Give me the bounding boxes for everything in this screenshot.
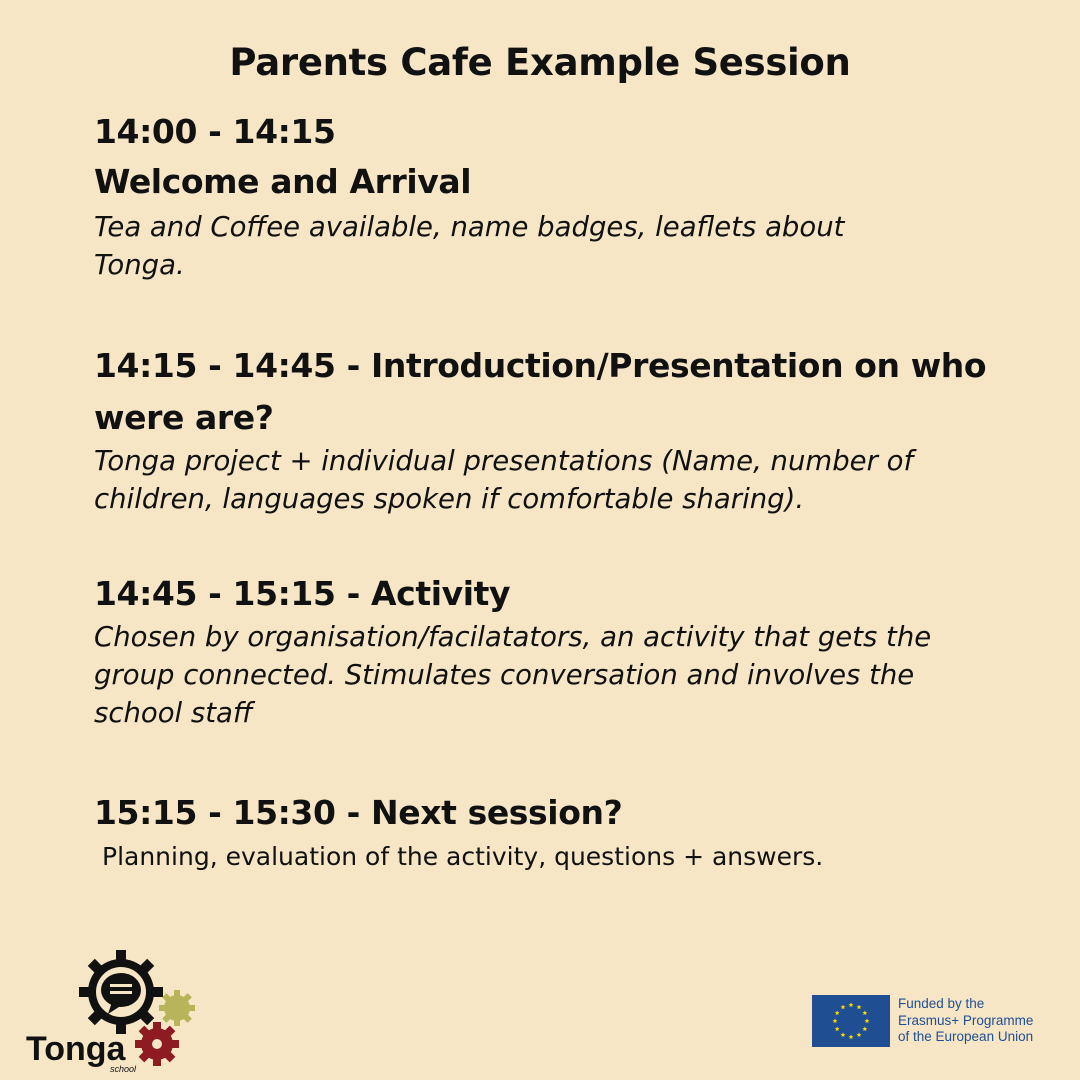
session-2-heading: 14:15 - 14:45 - Introduction/Presentation on who were are? <box>94 346 987 437</box>
session-3-heading: 14:45 - 15:15 - Activity <box>94 574 511 613</box>
session-4-description: Planning, evaluation of the activity, questions + answers. <box>102 842 824 871</box>
funding-line-2: Erasmus+ Programme <box>898 1012 1034 1028</box>
page-title: Parents Cafe Example Session <box>229 41 851 84</box>
logo-subtitle: school <box>110 1064 137 1074</box>
session-1-description: Tea and Coffee available, name badges, leaflets about Tonga. <box>94 211 845 281</box>
red-gear-icon <box>135 1022 179 1066</box>
session-4-heading: 15:15 - 15:30 - Next session? <box>94 793 623 832</box>
eu-flag-icon <box>812 995 890 1047</box>
session-1-time: 14:00 - 14:15 <box>94 112 336 151</box>
funding-line-3: of the European Union <box>898 1029 1034 1044</box>
session-2-description: Tonga project + individual presentations (Name, number of children, languages spoken if comfortable sharing). <box>94 445 914 515</box>
funding-line-1: Funded by the <box>898 996 985 1011</box>
tonga-logo <box>24 950 204 1075</box>
logo-name: Tonga <box>26 1030 126 1068</box>
green-gear-icon <box>159 990 195 1026</box>
eu-funding-badge <box>812 995 1072 1050</box>
session-3-description: Chosen by organisation/facilatators, an activity that gets the group connected. Stimulates conversation and involves the school staff <box>94 621 932 729</box>
funding-text <box>898 996 1078 1046</box>
session-1-heading: Welcome and Arrival <box>94 162 472 201</box>
